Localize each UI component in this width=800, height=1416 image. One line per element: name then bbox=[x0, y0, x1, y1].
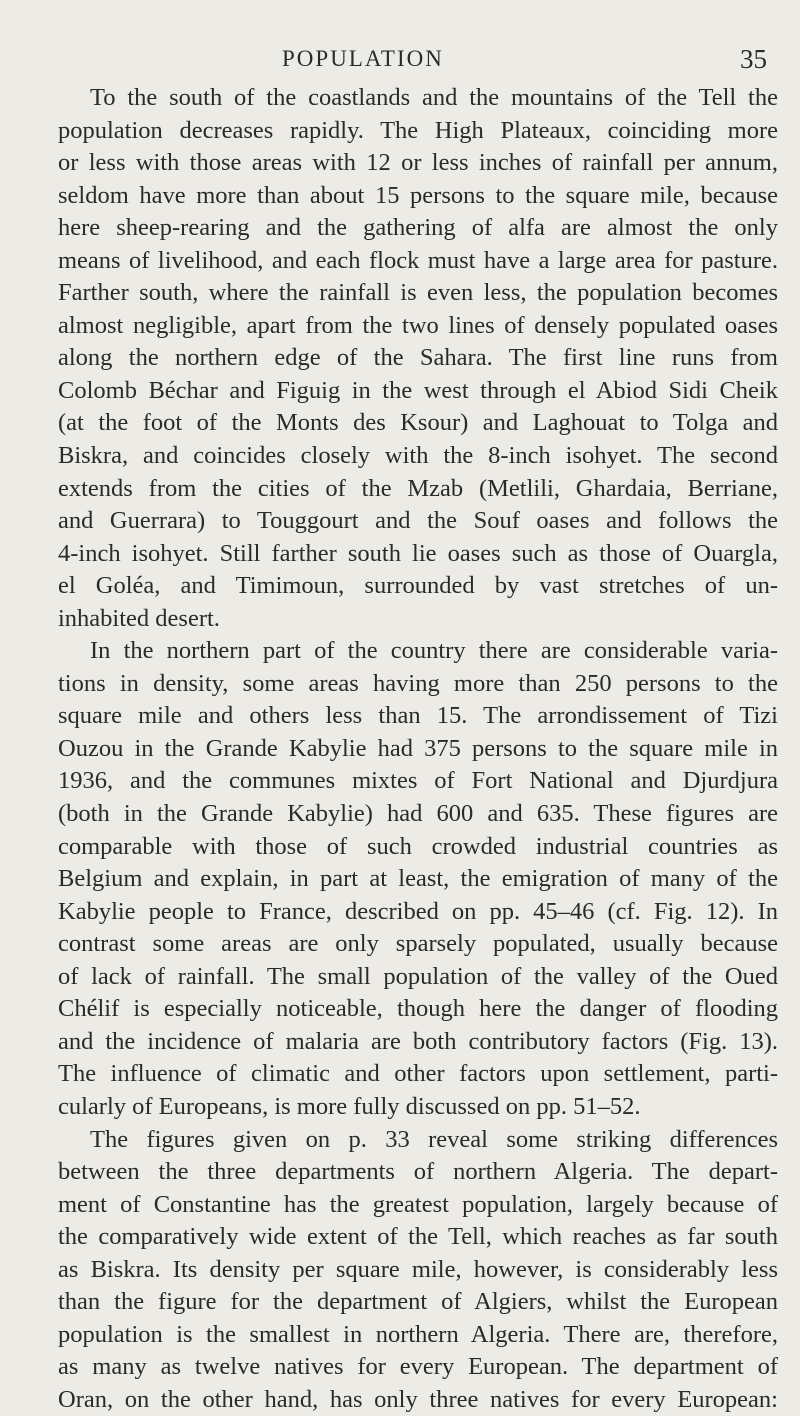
text-line: Colomb Béchar and Figuig in the west through el Abiod Sidi Cheik bbox=[58, 376, 778, 404]
text-line: than the figure for the department of Algiers, whilst the European bbox=[58, 1288, 778, 1316]
text-line: Oran, on the other hand, has only three natives for every European: bbox=[58, 1385, 778, 1413]
text-line: 1936, and the communes mixtes of Fort National and Djurdjura bbox=[58, 767, 778, 795]
text-line: population is the smallest in northern Algeria. There are, therefore, bbox=[58, 1320, 778, 1348]
text-line: extends from the cities of the Mzab (Metlili, Ghardaia, Berriane, bbox=[58, 474, 778, 502]
text-line: comparable with those of such crowded industrial countries as bbox=[58, 832, 778, 860]
text-line: The influence of climatic and other factors upon settlement, parti- bbox=[58, 1060, 778, 1088]
text-line: almost negligible, apart from the two lines of densely populated oases bbox=[58, 311, 778, 339]
text-line: population decreases rapidly. The High Plateaux, coinciding more bbox=[58, 116, 778, 144]
text-line: Biskra, and coincides closely with the 8-inch isohyet. The second bbox=[58, 442, 778, 470]
text-line: of lack of rainfall. The small population of the valley of the Oued bbox=[58, 962, 778, 990]
text-line: Farther south, where the rainfall is even less, the population becomes bbox=[58, 279, 778, 307]
text-line: and Guerrara) to Touggourt and the Souf oases and follows the bbox=[58, 507, 778, 535]
text-line: seldom have more than about 15 persons to the square mile, because bbox=[58, 181, 778, 209]
text-line: as many as twelve natives for every European. The department of bbox=[58, 1353, 778, 1381]
text-line: 4-inch isohyet. Still farther south lie oases such as those of Ouargla, bbox=[58, 539, 778, 567]
text-line: (at the foot of the Monts des Ksour) and Laghouat to Tolga and bbox=[58, 409, 778, 437]
text-line: Kabylie people to France, described on pp. 45–46 (cf. Fig. 12). In bbox=[58, 897, 778, 925]
text-line: tions in density, some areas having more than 250 persons to the bbox=[58, 669, 778, 697]
text-line: Chélif is especially noticeable, though here the danger of flooding bbox=[58, 995, 778, 1023]
text-line: square mile and others less than 15. The arrondissement of Tizi bbox=[58, 702, 778, 730]
text-line: Belgium and explain, in part at least, the emigration of many of the bbox=[58, 865, 778, 893]
text-line: ment of Constantine has the greatest population, largely because of bbox=[58, 1190, 778, 1218]
text-line: The figures given on p. 33 reveal some striking differences bbox=[90, 1125, 778, 1153]
body-text bbox=[58, 82, 778, 1416]
text-line: the comparatively wide extent of the Tell, which reaches as far south bbox=[58, 1223, 778, 1251]
text-line: Ouzou in the Grande Kabylie had 375 persons to the square mile in bbox=[58, 734, 778, 762]
page-number: 35 bbox=[740, 44, 767, 74]
page-header bbox=[0, 46, 800, 86]
text-line: inhabited desert. bbox=[58, 604, 220, 632]
text-line: as Biskra. Its density per square mile, however, is considerably less bbox=[58, 1255, 778, 1283]
text-line: (both in the Grande Kabylie) had 600 and 635. These figures are bbox=[58, 800, 778, 828]
text-line: or less with those areas with 12 or less inches of rainfall per annum, bbox=[58, 149, 778, 177]
text-line: and the incidence of malaria are both contributory factors (Fig. 13). bbox=[58, 1027, 778, 1055]
text-line: contrast some areas are only sparsely populated, usually because bbox=[58, 930, 778, 958]
running-title: POPULATION bbox=[282, 46, 444, 71]
text-line: In the northern part of the country there are considerable varia- bbox=[90, 637, 778, 665]
text-line: cularly of Europeans, is more fully discussed on pp. 51–52. bbox=[58, 1092, 641, 1120]
text-line: here sheep-rearing and the gathering of alfa are almost the only bbox=[58, 214, 778, 242]
text-line: means of livelihood, and each flock must have a large area for pasture. bbox=[58, 246, 778, 274]
text-line: el Goléa, and Timimoun, surrounded by vast stretches of un- bbox=[58, 572, 778, 600]
text-line: To the south of the coastlands and the mountains of the Tell the bbox=[90, 84, 778, 111]
text-line: between the three departments of northern Algeria. The depart- bbox=[58, 1158, 778, 1186]
text-line: along the northern edge of the Sahara. The first line runs from bbox=[58, 344, 778, 372]
